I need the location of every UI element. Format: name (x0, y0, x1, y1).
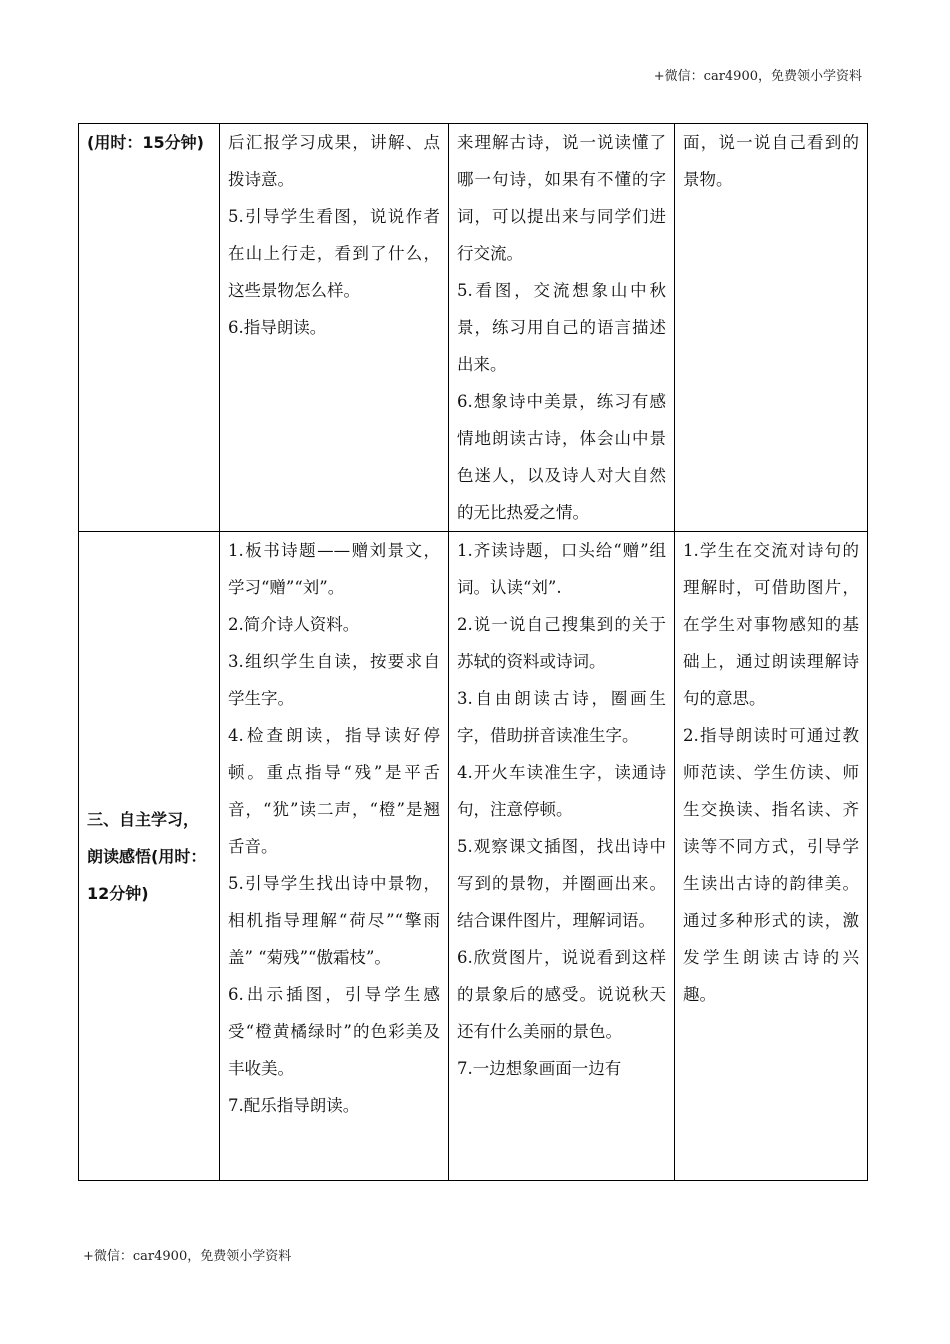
student-activity-item: 6.想象诗中美景，练习有感情地朗读古诗，体会山中景色迷人，以及诗人对大自然的无比热爱之情。 (457, 392, 666, 522)
design-intent-item: 面，说一说自己看到的景物。 (683, 133, 859, 189)
student-activity-item: 来理解古诗，说一说读懂了哪一句诗，如果有不懂的字词，可以提出来与同学们进行交流。 (457, 133, 666, 263)
student-activity-item: 5.看图，交流想象山中秋景，练习用自己的语言描述出来。 (457, 281, 666, 374)
teacher-activity-cell (220, 532, 449, 1181)
stage-cell (79, 124, 220, 532)
teacher-activity-cell (220, 124, 449, 532)
student-activity-item: 1.齐读诗题，口头给“赠”组词。认读“刘”. (457, 541, 666, 597)
teacher-activity-item: 后汇报学习成果，讲解、点拨诗意。 (228, 133, 440, 189)
design-intent-cell (675, 532, 868, 1181)
lesson-plan-table (78, 123, 868, 1181)
teacher-activity-item: 2.简介诗人资料。 (228, 615, 360, 634)
header-watermark-note: +微信：car4900，免费领小学资料 (653, 69, 862, 84)
design-intent-item: 1.学生在交流对诗句的理解时，可借助图片，在学生对事物感知的基础上，通过朗读理解诗句的意思。 (683, 541, 859, 708)
table-row (79, 532, 868, 1181)
teacher-activity-item: 6.指导朗读。 (228, 318, 327, 337)
stage-label: 三、自主学习，朗读感悟(用时：12分钟) (87, 809, 207, 903)
student-activity-item: 3.自由朗读古诗，圈画生字，借助拼音读准生字。 (457, 689, 666, 745)
student-activity-cell (449, 124, 675, 532)
student-activity-cell (449, 532, 675, 1181)
stage-label: (用时：15分钟) (87, 133, 204, 152)
student-activity-item: 5.观察课文插图，找出诗中写到的景物，并圈画出来。结合课件图片，理解词语。 (457, 837, 666, 930)
teacher-activity-item: 5.引导学生看图，说说作者在山上行走，看到了什么，这些景物怎么样。 (228, 207, 440, 300)
design-intent-cell (675, 124, 868, 532)
design-intent-item: 2.指导朗读时可通过教师范读、学生仿读、师生交换读、指名读、齐读等不同方式，引导学生读出古诗的韵律美。通过多种形式的读，激发学生朗读古诗的兴趣。 (683, 726, 859, 1004)
student-activity-item: 4.开火车读准生字，读通诗句，注意停顿。 (457, 763, 666, 819)
footer-watermark-note: +微信：car4900，免费领小学资料 (83, 1249, 292, 1264)
teacher-activity-item: 5.引导学生找出诗中景物，相机指导理解“荷尽”“擎雨盖” “菊残”“傲霜枝”。 (228, 874, 440, 967)
student-activity-item: 2.说一说自己搜集到的关于苏轼的资料或诗词。 (457, 615, 666, 671)
student-activity-item: 7.一边想象画面一边有 (457, 1059, 622, 1078)
teacher-activity-item: 6.出示插图，引导学生感受“橙黄橘绿时”的色彩美及丰收美。 (228, 985, 440, 1078)
stage-cell (79, 532, 220, 1181)
student-activity-item: 6.欣赏图片，说说看到这样的景象后的感受。说说秋天还有什么美丽的景色。 (457, 948, 666, 1041)
teacher-activity-item: 7.配乐指导朗读。 (228, 1096, 360, 1115)
teacher-activity-item: 4.检查朗读，指导读好停顿。重点指导“残”是平舌音，“犹”读二声，“橙”是翘舌音。 (228, 726, 440, 856)
teacher-activity-item: 3.组织学生自读，按要求自学生字。 (228, 652, 440, 708)
table-row (79, 124, 868, 532)
teacher-activity-item: 1.板书诗题——赠刘景文，学习“赠”“刘”。 (228, 541, 440, 597)
